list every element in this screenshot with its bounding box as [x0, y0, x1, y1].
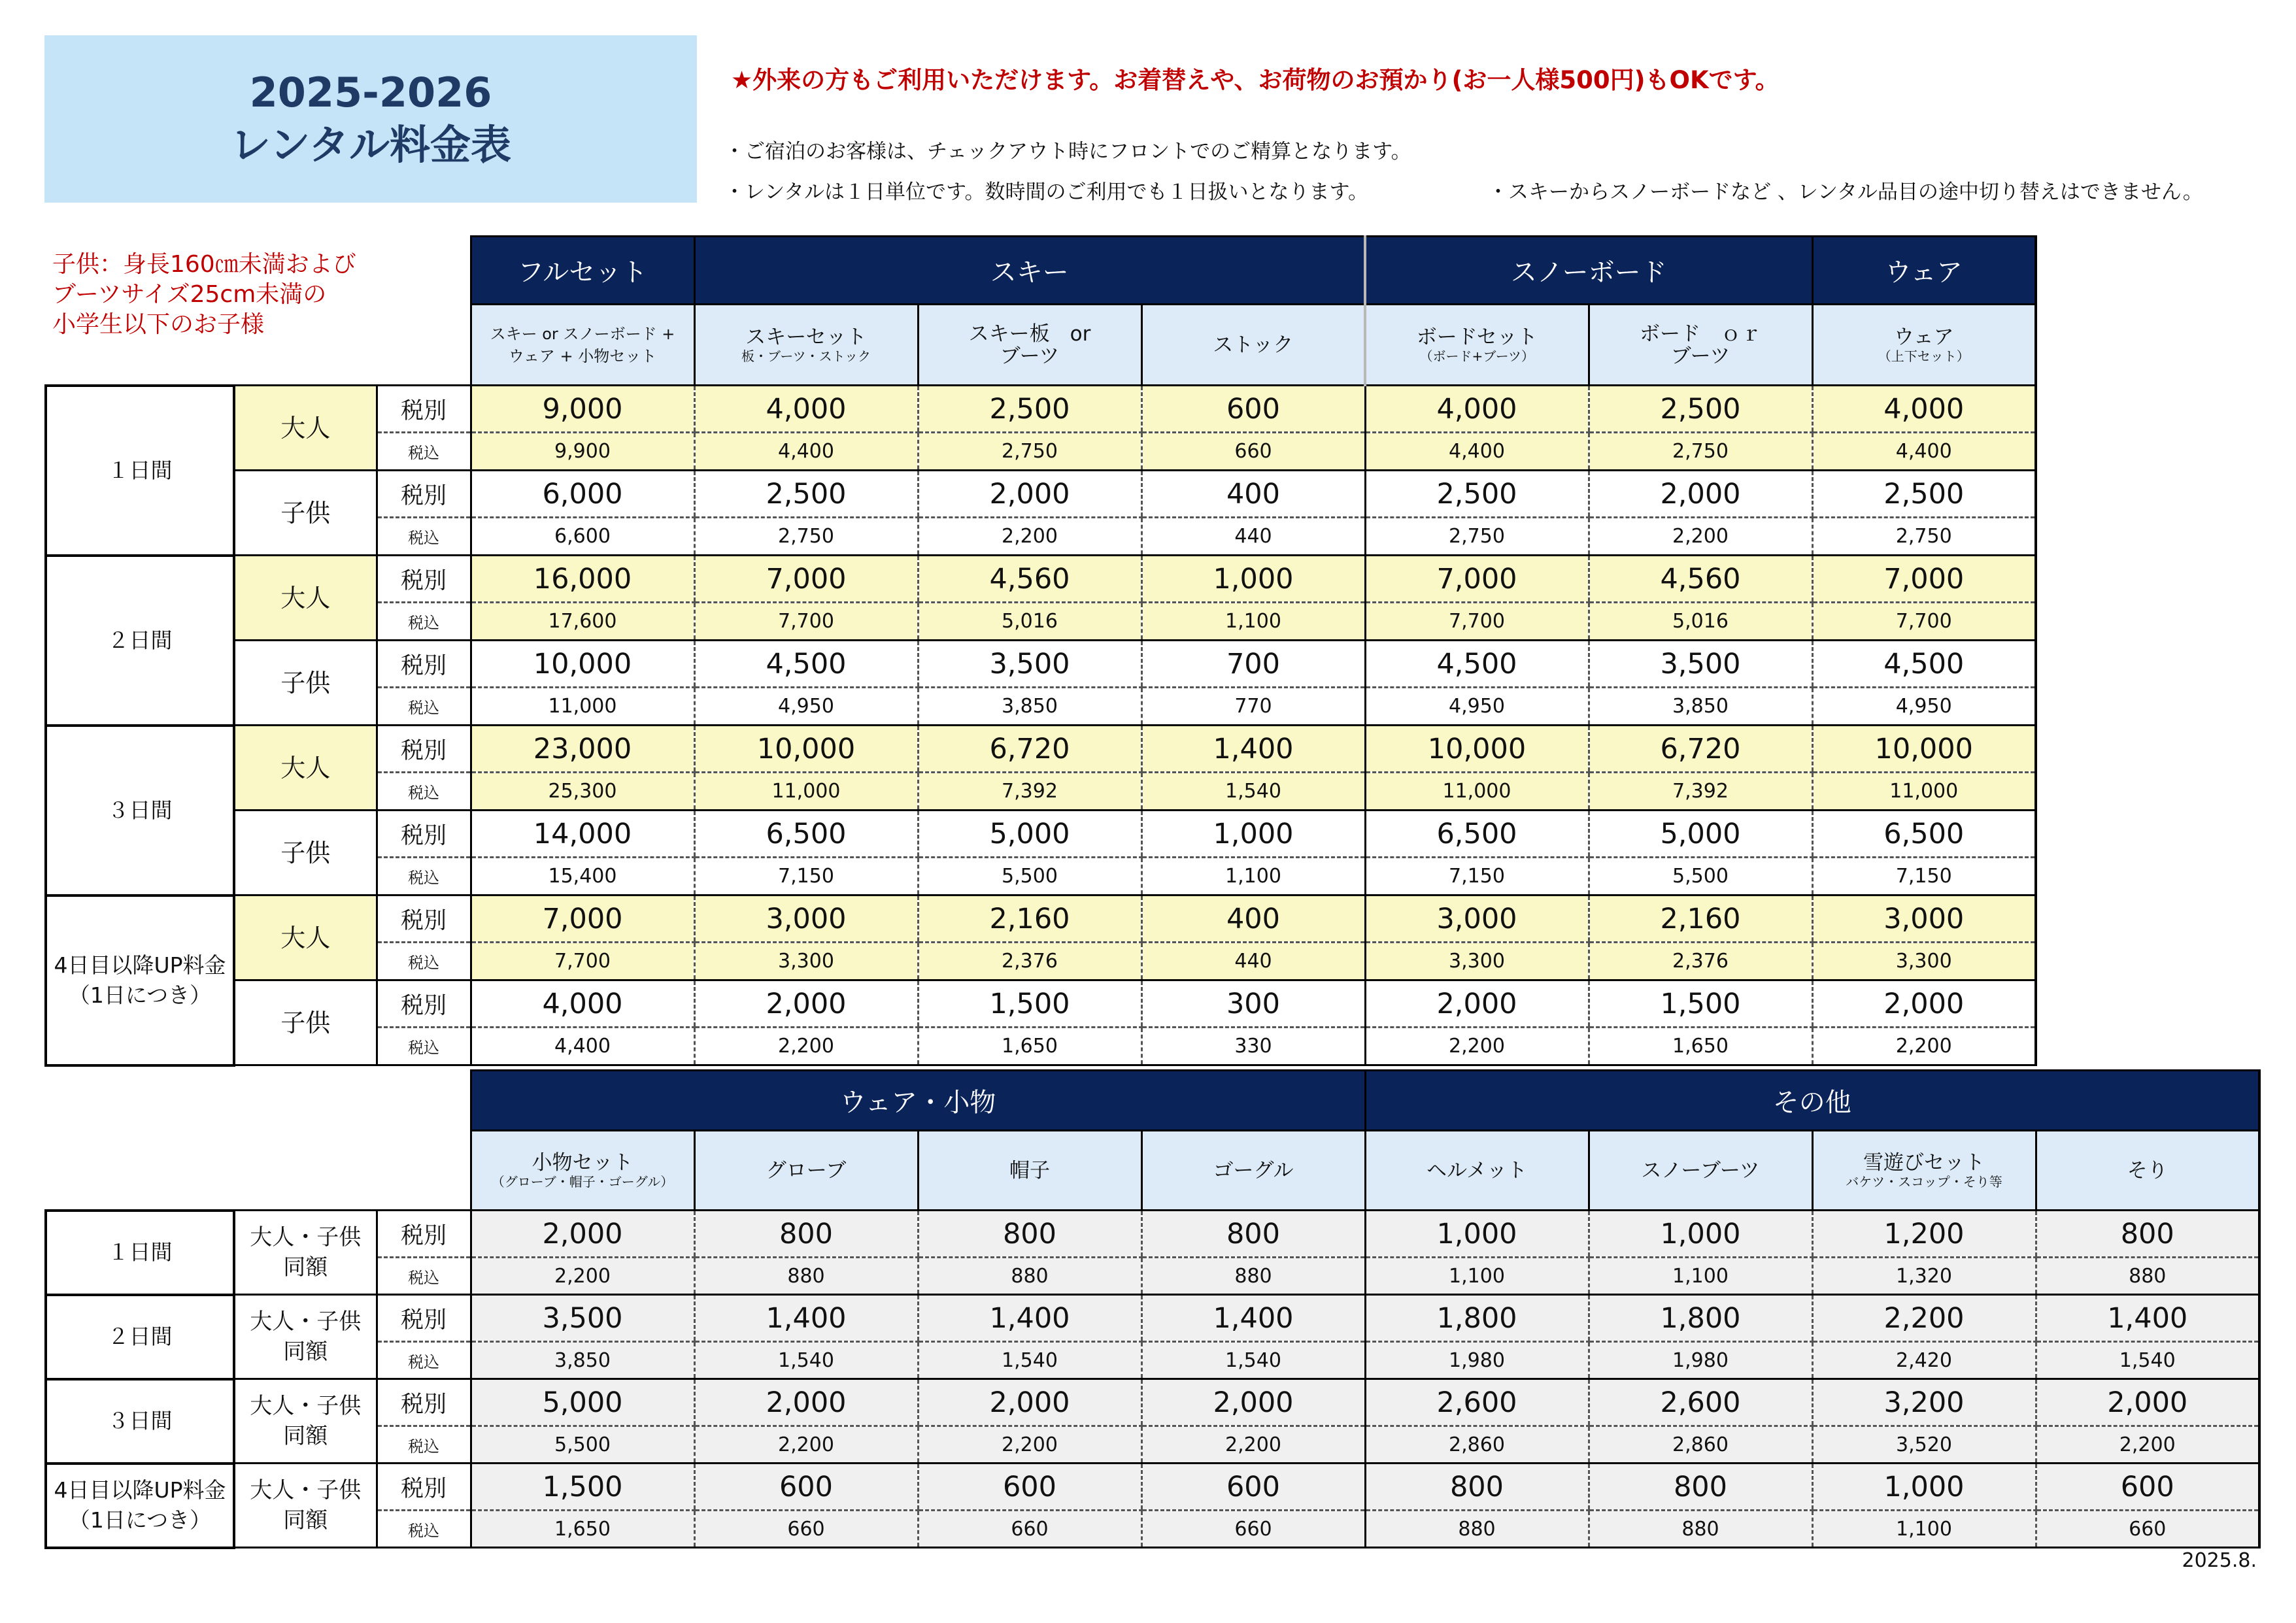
price-cell: 2,750 [694, 518, 918, 556]
price-cell: 3,520 [1812, 1426, 2036, 1464]
price-cell: 7,000 [1365, 556, 1589, 603]
tax-excluded-label: 税別 [377, 556, 471, 603]
group-header: スノーボード [1365, 237, 1812, 305]
price-cell: 1,000 [1589, 1211, 1812, 1258]
group-header: フルセット [471, 237, 694, 305]
column-header [1141, 305, 1365, 386]
tax-excluded-label: 税別 [377, 811, 471, 858]
column-header-main: ウェア [1893, 325, 1954, 349]
adult-child-label [234, 1464, 377, 1548]
tax-excluded-label: 税別 [377, 1295, 471, 1342]
price-cell: 1,100 [1141, 858, 1365, 895]
group-header: その他 [1365, 1071, 2259, 1131]
price-cell: 1,000 [1365, 1211, 1589, 1258]
price-cell: 11,000 [694, 773, 918, 811]
price-cell: 2,600 [1589, 1379, 1812, 1426]
price-cell: 330 [1141, 1028, 1365, 1065]
price-cell: 7,700 [471, 943, 694, 980]
title-years: 2025-2026 [249, 69, 492, 116]
price-cell: 600 [2036, 1464, 2259, 1511]
column-header [1812, 305, 2036, 386]
price-cell: 4,950 [1365, 688, 1589, 726]
rental-price-table-main [44, 235, 2037, 1067]
price-cell: 25,300 [471, 773, 694, 811]
column-header [1365, 305, 1589, 386]
adult-label: 大人 [234, 386, 377, 471]
column-header [694, 305, 918, 386]
price-cell: 7,700 [694, 603, 918, 641]
column-header [1589, 1131, 1812, 1211]
price-cell: 7,150 [1812, 858, 2036, 895]
price-cell: 1,540 [694, 1342, 918, 1379]
price-cell: 660 [694, 1511, 918, 1548]
column-header-main: ストック [1213, 333, 1294, 357]
price-cell: 2,860 [1365, 1426, 1589, 1464]
notice-headline: ★外来の方もご利用いただけます。お着替えや、お荷物のお預かり(お一人様500円)もOKです。 [731, 66, 1780, 94]
price-cell: 3,500 [1589, 641, 1812, 688]
price-cell: 1,100 [1589, 1258, 1812, 1295]
price-cell: 1,650 [471, 1511, 694, 1548]
price-cell: 2,200 [918, 518, 1141, 556]
price-cell: 880 [1141, 1258, 1365, 1295]
tax-excluded-label: 税別 [377, 386, 471, 433]
price-cell: 1,100 [1141, 603, 1365, 641]
price-cell: 2,000 [2036, 1379, 2259, 1426]
price-cell: 6,500 [1365, 811, 1589, 858]
column-header-main: グローブ [766, 1158, 847, 1182]
price-cell: 6,500 [694, 811, 918, 858]
column-header-main: ボードセット [1416, 325, 1538, 349]
price-cell: 4,950 [1812, 688, 2036, 726]
child-definition-line: 子供：身長160㎝未満および [52, 251, 356, 278]
period-label-line: 4日目以降UP料金 [54, 1477, 226, 1503]
price-cell: 5,000 [1589, 811, 1812, 858]
tax-excluded-label: 税別 [377, 895, 471, 943]
child-definition-line: 小学生以下のお子様 [52, 311, 265, 338]
price-cell: 1,540 [1141, 1342, 1365, 1379]
group-header: ウェア [1812, 237, 2036, 305]
price-cell: 1,650 [918, 1028, 1141, 1065]
price-cell: 2,200 [1365, 1028, 1589, 1065]
adult-label: 大人 [234, 895, 377, 980]
period-label-line: ２日間 [107, 627, 173, 653]
price-cell: 3,300 [1812, 943, 2036, 980]
adult-child-line: 大人・子供 [250, 1224, 362, 1250]
price-cell: 2,000 [1812, 980, 2036, 1028]
price-cell: 7,150 [694, 858, 918, 895]
price-cell: 11,000 [1812, 773, 2036, 811]
price-cell: 6,500 [1812, 811, 2036, 858]
adult-label: 大人 [234, 556, 377, 641]
tax-included-label: 税込 [377, 688, 471, 726]
column-header-main: スキー板 or [968, 322, 1091, 346]
column-header-main: ヘルメット [1426, 1158, 1528, 1182]
price-cell: 2,000 [1141, 1379, 1365, 1426]
column-header-main: 帽子 [1009, 1158, 1050, 1182]
price-cell: 2,000 [1589, 471, 1812, 518]
period-label [46, 386, 234, 556]
child-label: 子供 [234, 811, 377, 895]
adult-child-label [234, 1295, 377, 1379]
price-cell: 2,200 [694, 1426, 918, 1464]
price-cell: 10,000 [694, 726, 918, 773]
price-cell: 2,420 [1812, 1342, 2036, 1379]
price-cell: 17,600 [471, 603, 694, 641]
blank-cell [46, 237, 471, 305]
blank-cell [46, 305, 471, 386]
price-cell: 1,100 [1812, 1511, 2036, 1548]
price-cell: 7,392 [918, 773, 1141, 811]
tax-included-label: 税込 [377, 603, 471, 641]
price-cell: 6,720 [918, 726, 1141, 773]
tax-excluded-label: 税別 [377, 726, 471, 773]
tax-included-label: 税込 [377, 943, 471, 980]
price-cell: 1,100 [1365, 1258, 1589, 1295]
price-cell: 880 [918, 1258, 1141, 1295]
price-cell: 300 [1141, 980, 1365, 1028]
group-header: スキー [694, 237, 1365, 305]
price-cell: 3,300 [694, 943, 918, 980]
price-cell: 4,000 [1365, 386, 1589, 433]
period-label [46, 1211, 234, 1295]
price-cell: 15,400 [471, 858, 694, 895]
price-cell: 7,000 [694, 556, 918, 603]
price-cell: 23,000 [471, 726, 694, 773]
blank-cell [46, 1131, 471, 1211]
price-cell: 9,000 [471, 386, 694, 433]
price-cell: 2,160 [918, 895, 1141, 943]
column-header-sub: （ボード+ブーツ） [1419, 348, 1534, 364]
child-definition-line: ブーツサイズ25cm未満の [52, 281, 327, 308]
price-cell: 4,000 [1812, 386, 2036, 433]
price-cell: 5,016 [918, 603, 1141, 641]
price-cell: 1,000 [1141, 556, 1365, 603]
price-cell: 800 [2036, 1211, 2259, 1258]
period-label-line: （1日につき） [68, 1507, 212, 1533]
column-header-main: 雪遊びセット [1863, 1150, 1985, 1175]
price-cell: 10,000 [471, 641, 694, 688]
price-cell: 1,800 [1589, 1295, 1812, 1342]
price-cell: 2,200 [471, 1258, 694, 1295]
price-cell: 2,000 [694, 1379, 918, 1426]
price-cell: 400 [1141, 895, 1365, 943]
price-cell: 800 [694, 1211, 918, 1258]
price-cell: 5,000 [471, 1379, 694, 1426]
tax-included-label: 税込 [377, 518, 471, 556]
price-cell: 4,950 [694, 688, 918, 726]
price-cell: 600 [694, 1464, 918, 1511]
price-cell: 1,200 [1812, 1211, 2036, 1258]
price-cell: 1,980 [1365, 1342, 1589, 1379]
price-cell: 10,000 [1365, 726, 1589, 773]
group-header: ウェア・小物 [471, 1071, 1365, 1131]
column-header-sub: 板・ブーツ・ストック [741, 348, 871, 364]
price-cell: 5,500 [1589, 858, 1812, 895]
price-cell: 4,000 [694, 386, 918, 433]
title-box [44, 35, 697, 203]
column-header [471, 305, 694, 386]
child-label: 子供 [234, 471, 377, 556]
adult-label: 大人 [234, 726, 377, 811]
price-cell: 800 [918, 1211, 1141, 1258]
column-header-sub: ブーツ [1000, 344, 1060, 368]
period-label-line: ３日間 [107, 797, 173, 823]
price-cell: 5,016 [1589, 603, 1812, 641]
price-cell: 3,850 [918, 688, 1141, 726]
price-cell: 4,000 [471, 980, 694, 1028]
price-cell: 1,500 [918, 980, 1141, 1028]
price-cell: 2,000 [1365, 980, 1589, 1028]
tax-excluded-label: 税別 [377, 471, 471, 518]
column-header [918, 1131, 1141, 1211]
price-cell: 660 [1141, 433, 1365, 471]
adult-child-line: 同額 [283, 1423, 328, 1449]
price-cell: 4,500 [1812, 641, 2036, 688]
price-cell: 11,000 [1365, 773, 1589, 811]
tax-included-label: 税込 [377, 1028, 471, 1065]
adult-child-line: 大人・子供 [250, 1309, 362, 1335]
price-cell: 600 [1141, 1464, 1365, 1511]
price-cell: 1,650 [1589, 1028, 1812, 1065]
column-header-sub: （上下セット） [1878, 348, 1970, 364]
price-cell: 3,000 [1812, 895, 2036, 943]
price-cell: 880 [2036, 1258, 2259, 1295]
price-cell: 2,376 [1589, 943, 1812, 980]
column-header-sub: バケツ・スコップ・そり等 [1846, 1173, 2002, 1190]
tax-included-label: 税込 [377, 433, 471, 471]
column-header [1141, 1131, 1365, 1211]
price-cell: 2,200 [1812, 1295, 2036, 1342]
price-cell: 10,000 [1812, 726, 2036, 773]
blank-cell [46, 1071, 471, 1131]
price-cell: 600 [1141, 386, 1365, 433]
column-header-sub: ウェア + 小物セット [508, 346, 657, 365]
price-cell: 700 [1141, 641, 1365, 688]
price-cell: 2,200 [1141, 1426, 1365, 1464]
price-cell: 660 [1141, 1511, 1365, 1548]
tax-excluded-label: 税別 [377, 1464, 471, 1511]
title-main: レンタル料金表 [230, 121, 511, 169]
column-header-main: 小物セット [532, 1150, 633, 1175]
price-cell: 1,320 [1812, 1258, 2036, 1295]
column-header [694, 1131, 918, 1211]
price-cell: 2,200 [918, 1426, 1141, 1464]
price-cell: 4,560 [918, 556, 1141, 603]
price-cell: 2,376 [918, 943, 1141, 980]
period-label-line: （1日につき） [68, 982, 212, 1008]
price-cell: 2,750 [1812, 518, 2036, 556]
price-cell: 880 [694, 1258, 918, 1295]
price-cell: 4,400 [1812, 433, 2036, 471]
price-cell: 3,300 [1365, 943, 1589, 980]
price-cell: 880 [1365, 1511, 1589, 1548]
adult-child-label [234, 1379, 377, 1464]
price-cell: 6,600 [471, 518, 694, 556]
price-cell: 600 [918, 1464, 1141, 1511]
price-cell: 800 [1365, 1464, 1589, 1511]
tax-included-label: 税込 [377, 773, 471, 811]
period-label-line: ２日間 [107, 1324, 173, 1349]
child-label: 子供 [234, 641, 377, 726]
price-cell: 2,500 [1589, 386, 1812, 433]
price-cell: 2,000 [918, 471, 1141, 518]
price-cell: 9,900 [471, 433, 694, 471]
adult-child-line: 同額 [283, 1339, 328, 1365]
price-cell: 1,800 [1365, 1295, 1589, 1342]
price-cell: 16,000 [471, 556, 694, 603]
price-cell: 1,500 [471, 1464, 694, 1511]
price-cell: 770 [1141, 688, 1365, 726]
price-cell: 1,400 [694, 1295, 918, 1342]
price-cell: 3,500 [918, 641, 1141, 688]
column-header-main: ゴーグル [1213, 1158, 1294, 1182]
adult-child-label [234, 1211, 377, 1295]
price-cell: 7,000 [1812, 556, 2036, 603]
price-cell: 2,500 [694, 471, 918, 518]
price-cell: 2,200 [1812, 1028, 2036, 1065]
period-label-line: １日間 [107, 1239, 173, 1265]
column-header [2036, 1131, 2259, 1211]
revision-date: 2025.8. [2182, 1549, 2257, 1572]
price-cell: 2,160 [1589, 895, 1812, 943]
note-daily-unit: ・レンタルは１日単位です。数時間のご利用でも１日扱いとなります。 [724, 180, 1369, 204]
price-cell: 1,400 [2036, 1295, 2259, 1342]
period-label [46, 556, 234, 726]
price-cell: 1,000 [1812, 1464, 2036, 1511]
tax-excluded-label: 税別 [377, 980, 471, 1028]
price-cell: 2,750 [918, 433, 1141, 471]
period-label-line: ３日間 [107, 1408, 173, 1433]
column-header-main: ボード ｏｒ [1640, 322, 1761, 346]
price-cell: 4,400 [694, 433, 918, 471]
note-checkout: ・ご宿泊のお客様は、チェックアウト時にフロントでのご精算となります。 [724, 140, 1411, 163]
price-cell: 11,000 [471, 688, 694, 726]
column-header [1365, 1131, 1589, 1211]
price-cell: 6,000 [471, 471, 694, 518]
price-cell: 1,000 [1141, 811, 1365, 858]
price-cell: 5,500 [918, 858, 1141, 895]
tax-excluded-label: 税別 [377, 641, 471, 688]
price-cell: 800 [1589, 1464, 1812, 1511]
tax-included-label: 税込 [377, 1342, 471, 1379]
price-cell: 440 [1141, 518, 1365, 556]
tax-included-label: 税込 [377, 858, 471, 895]
price-cell: 660 [918, 1511, 1141, 1548]
rental-price-table-accessories [44, 1069, 2261, 1549]
column-header-main: スキー or スノーボード + [490, 324, 675, 343]
price-cell: 3,000 [1365, 895, 1589, 943]
adult-child-line: 同額 [283, 1254, 328, 1280]
price-cell: 660 [2036, 1511, 2259, 1548]
column-header-sub: （グローブ・帽子・ゴーグル） [491, 1173, 674, 1190]
column-header-main: そり [2127, 1158, 2168, 1182]
price-cell: 2,200 [2036, 1426, 2259, 1464]
price-cell: 3,850 [1589, 688, 1812, 726]
period-label-line: 4日目以降UP料金 [54, 952, 226, 978]
price-cell: 14,000 [471, 811, 694, 858]
child-label: 子供 [234, 980, 377, 1065]
price-cell: 2,000 [918, 1379, 1141, 1426]
tax-included-label: 税込 [377, 1258, 471, 1295]
adult-child-line: 大人・子供 [250, 1477, 362, 1503]
price-cell: 7,150 [1365, 858, 1589, 895]
price-cell: 2,200 [694, 1028, 918, 1065]
period-label [46, 1295, 234, 1379]
price-cell: 400 [1141, 471, 1365, 518]
adult-child-line: 同額 [283, 1507, 328, 1533]
price-cell: 880 [1589, 1511, 1812, 1548]
price-cell: 4,500 [694, 641, 918, 688]
price-cell: 6,720 [1589, 726, 1812, 773]
price-cell: 1,540 [918, 1342, 1141, 1379]
price-cell: 2,500 [1812, 471, 2036, 518]
price-cell: 7,700 [1365, 603, 1589, 641]
column-header [918, 305, 1141, 386]
column-header [1589, 305, 1812, 386]
price-cell: 4,560 [1589, 556, 1812, 603]
price-cell: 7,000 [471, 895, 694, 943]
tax-excluded-label: 税別 [377, 1379, 471, 1426]
price-cell: 1,400 [1141, 726, 1365, 773]
period-label [46, 1464, 234, 1548]
column-header-sub: ブーツ [1670, 344, 1730, 368]
price-cell: 1,540 [2036, 1342, 2259, 1379]
column-header-main: スキーセット [745, 325, 867, 349]
price-cell: 3,000 [694, 895, 918, 943]
price-cell: 800 [1141, 1211, 1365, 1258]
price-cell: 3,850 [471, 1342, 694, 1379]
price-cell: 2,600 [1365, 1379, 1589, 1426]
price-cell: 2,200 [1589, 518, 1812, 556]
period-label [46, 1379, 234, 1464]
price-cell: 2,500 [918, 386, 1141, 433]
period-label-line: １日間 [107, 457, 173, 483]
price-cell: 1,540 [1141, 773, 1365, 811]
note-no-switch: ・スキーからスノーボードなど 、レンタル品目の途中切り替えはできません。 [1488, 180, 2203, 204]
column-header [1812, 1131, 2036, 1211]
tax-included-label: 税込 [377, 1511, 471, 1548]
price-cell: 7,392 [1589, 773, 1812, 811]
price-cell: 1,400 [1141, 1295, 1365, 1342]
price-cell: 4,400 [1365, 433, 1589, 471]
price-cell: 3,200 [1812, 1379, 2036, 1426]
column-header [471, 1131, 694, 1211]
price-cell: 4,500 [1365, 641, 1589, 688]
tax-included-label: 税込 [377, 1426, 471, 1464]
column-header-main: スノーブーツ [1641, 1158, 1760, 1182]
price-cell: 5,500 [471, 1426, 694, 1464]
price-cell: 4,400 [471, 1028, 694, 1065]
price-cell: 1,980 [1589, 1342, 1812, 1379]
adult-child-line: 大人・子供 [250, 1393, 362, 1419]
price-cell: 440 [1141, 943, 1365, 980]
price-cell: 2,500 [1365, 471, 1589, 518]
price-cell: 2,860 [1589, 1426, 1812, 1464]
price-cell: 2,750 [1365, 518, 1589, 556]
period-label [46, 895, 234, 1065]
price-cell: 1,400 [918, 1295, 1141, 1342]
price-cell: 1,500 [1589, 980, 1812, 1028]
price-cell: 2,000 [471, 1211, 694, 1258]
tax-excluded-label: 税別 [377, 1211, 471, 1258]
period-label [46, 726, 234, 895]
price-cell: 2,000 [694, 980, 918, 1028]
price-cell: 2,750 [1589, 433, 1812, 471]
price-cell: 5,000 [918, 811, 1141, 858]
price-cell: 3,500 [471, 1295, 694, 1342]
price-cell: 7,700 [1812, 603, 2036, 641]
